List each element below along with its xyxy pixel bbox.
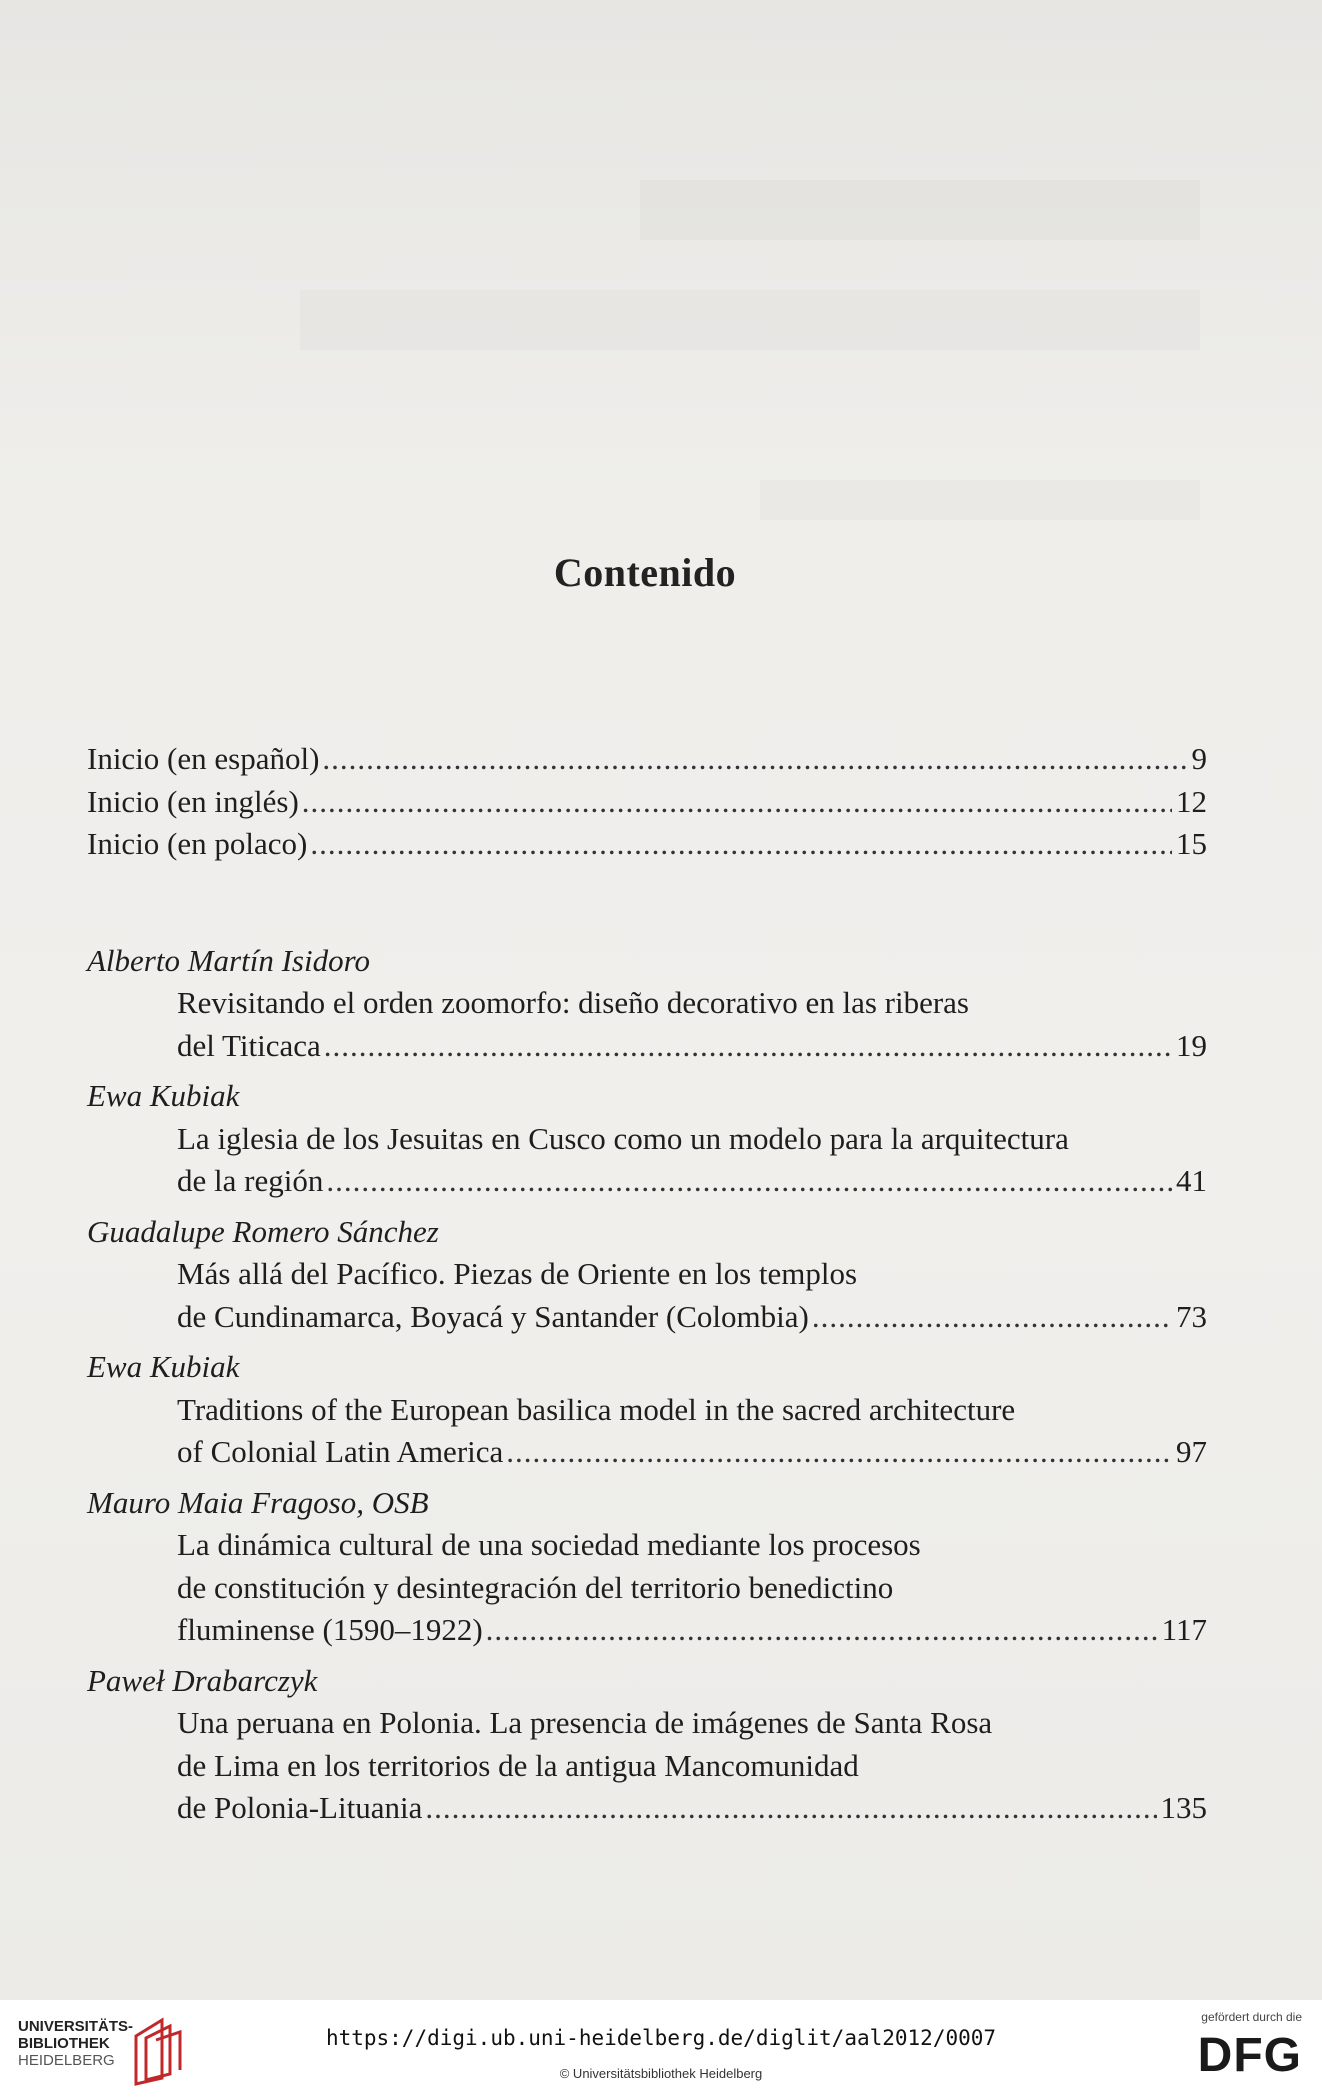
toc-leader-dots bbox=[326, 1160, 1172, 1203]
permalink-url[interactable]: https://digi.ub.uni-heidelberg.de/diglit/aal2012/0007 bbox=[325, 2026, 997, 2050]
article-title-line: Una peruana en Polonia. La presencia de imágenes de Santa Rosa bbox=[177, 1705, 993, 1740]
article-title-line: La iglesia de los Jesuitas en Cusco como un modelo para la arquitectura bbox=[177, 1120, 1069, 1156]
article-title-line: of Colonial Latin America bbox=[177, 1434, 504, 1469]
toc-leader-dots bbox=[812, 1296, 1172, 1339]
copyright-notice: © Universitätsbibliothek Heidelberg bbox=[559, 2066, 763, 2081]
toc-leader-dots bbox=[322, 738, 1187, 781]
show-through-shading bbox=[300, 290, 1200, 350]
toc-article[interactable] bbox=[87, 940, 1207, 1068]
show-through-shading bbox=[760, 480, 1200, 520]
toc-page-number: 97 bbox=[1176, 1434, 1207, 1469]
toc-leader-dots bbox=[506, 1431, 1172, 1474]
article-title-line: fluminense (1590–1922) bbox=[177, 1612, 483, 1647]
library-name-line: HEIDELBERG bbox=[18, 2052, 115, 2069]
toc-article[interactable] bbox=[87, 1346, 1207, 1474]
article-author: Alberto Martín Isidoro bbox=[87, 942, 371, 978]
toc-page-number: 41 bbox=[1176, 1163, 1207, 1198]
article-title-line: Más allá del Pacífico. Piezas de Oriente en los templos bbox=[177, 1256, 858, 1291]
toc-entry-title: Inicio (en polaco) bbox=[87, 826, 308, 861]
toc-entry-title: Inicio (en español) bbox=[87, 741, 320, 776]
article-title-last-line bbox=[87, 1160, 1207, 1203]
article-title-line: de Cundinamarca, Boyacá y Santander (Colombia) bbox=[177, 1298, 809, 1334]
toc-leader-dots bbox=[324, 1025, 1172, 1068]
page-title: Contenido bbox=[553, 549, 737, 595]
toc-page-number: 19 bbox=[1176, 1027, 1207, 1063]
toc-entry[interactable] bbox=[87, 738, 1207, 781]
toc-leader-dots bbox=[310, 823, 1172, 866]
toc-page-number: 117 bbox=[1161, 1612, 1207, 1647]
article-title-line: de Lima en los territorios de la antigua Mancomunidad bbox=[177, 1747, 859, 1783]
article-author: Ewa Kubiak bbox=[87, 1078, 240, 1113]
toc-leader-dots bbox=[425, 1787, 1156, 1830]
article-title-line: del Titicaca bbox=[177, 1027, 321, 1063]
section-spacer bbox=[87, 866, 1207, 940]
toc-leader-dots bbox=[302, 781, 1172, 824]
article-title-line: Traditions of the European basilica model in the sacred architecture bbox=[177, 1391, 1016, 1427]
article-title-last-line bbox=[87, 1296, 1207, 1339]
toc-article[interactable] bbox=[87, 1660, 1207, 1830]
show-through-shading bbox=[640, 180, 1200, 240]
article-title-line: de constitución y desintegración del territorio benedictino bbox=[177, 1569, 894, 1605]
funding-note: gefördert durch die bbox=[1201, 2010, 1302, 2024]
digitization-footer bbox=[0, 2000, 1322, 2098]
toc-page-number: 15 bbox=[1176, 826, 1207, 861]
toc-page-number: 135 bbox=[1160, 1790, 1207, 1825]
article-title-last-line bbox=[87, 1609, 1207, 1652]
toc-entry-title: Inicio (en inglés) bbox=[87, 783, 299, 819]
toc-article[interactable] bbox=[87, 1482, 1207, 1652]
toc-page-number: 73 bbox=[1176, 1298, 1207, 1334]
article-title-last-line bbox=[87, 1025, 1207, 1068]
article-title-last-line bbox=[87, 1431, 1207, 1474]
toc-page-number: 12 bbox=[1176, 783, 1207, 819]
article-title-line: La dinámica cultural de una sociedad mediante los procesos bbox=[177, 1527, 921, 1562]
article-title-line: Revisitando el orden zoomorfo: diseño decorativo en las riberas bbox=[177, 985, 969, 1020]
article-author: Paweł Drabarczyk bbox=[87, 1662, 318, 1698]
table-of-contents bbox=[87, 738, 1207, 1830]
library-name-line: BIBLIOTHEK bbox=[18, 2035, 110, 2052]
toc-article[interactable] bbox=[87, 1075, 1207, 1203]
article-title-last-line bbox=[87, 1787, 1207, 1830]
toc-leader-dots bbox=[486, 1609, 1158, 1652]
toc-article[interactable] bbox=[87, 1211, 1207, 1339]
toc-page-number: 9 bbox=[1191, 741, 1207, 776]
article-author: Ewa Kubiak bbox=[87, 1349, 240, 1384]
article-title-line: de la región bbox=[177, 1163, 324, 1198]
dfg-logo[interactable]: DFG bbox=[1197, 2029, 1302, 2082]
article-author: Guadalupe Romero Sánchez bbox=[87, 1213, 439, 1249]
toc-entry[interactable] bbox=[87, 823, 1207, 866]
library-name-line: UNIVERSITÄTS- bbox=[18, 2018, 134, 2035]
article-title-line: de Polonia-Lituania bbox=[177, 1790, 423, 1825]
article-author: Mauro Maia Fragoso, OSB bbox=[87, 1484, 429, 1520]
toc-entry[interactable] bbox=[87, 781, 1207, 824]
